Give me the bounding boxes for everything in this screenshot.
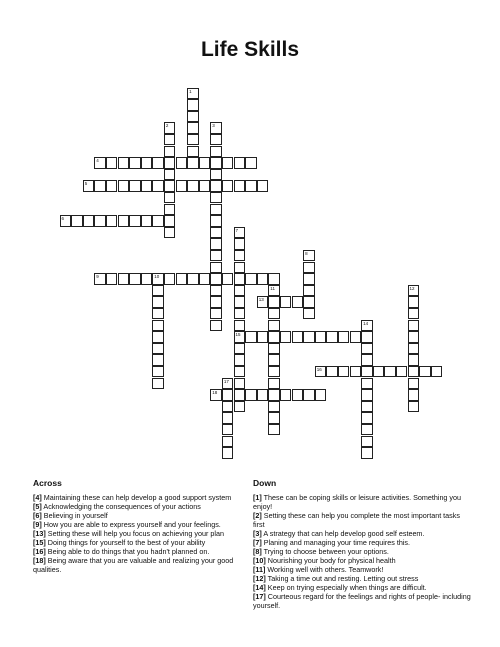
grid-cell[interactable] [152,378,164,390]
grid-cell[interactable] [187,111,199,123]
down-clue [253,529,471,538]
grid-cell[interactable] [164,227,176,239]
grid-cell[interactable] [210,285,222,297]
grid-cell[interactable] [268,273,280,285]
cell-number: 10 [154,274,160,280]
grid-cell[interactable] [164,146,176,158]
grid-cell[interactable] [83,215,95,227]
grid-cell[interactable] [210,262,222,274]
clue-number: [14] [253,583,266,592]
grid-cell[interactable] [326,331,338,343]
grid-cell[interactable] [176,180,188,192]
across-heading: Across [33,478,62,488]
grid-cell[interactable] [234,366,246,378]
clue-number: [11] [253,565,266,574]
grid-cell[interactable] [234,273,246,285]
grid-cell[interactable] [94,273,106,285]
down-clue [253,511,471,529]
cell-number: 8 [305,250,308,256]
cell-number: 15 [235,332,241,338]
clue-text: Nourishing your body for physical health [265,556,396,565]
grid-cell[interactable] [210,320,222,332]
grid-cell[interactable] [315,366,327,378]
grid-cell[interactable] [187,157,199,169]
cell-number: 16 [316,366,322,372]
clue-number: [3] [253,529,262,538]
grid-cell[interactable] [187,122,199,134]
grid-cell[interactable] [396,366,408,378]
down-clue [253,538,471,547]
grid-cell[interactable] [164,273,176,285]
grid-cell[interactable] [373,366,385,378]
grid-cell[interactable] [129,157,141,169]
grid-cell[interactable] [210,122,222,134]
grid-cell[interactable] [268,308,280,320]
clue-number: [18] [33,556,46,565]
grid-cell[interactable] [164,122,176,134]
grid-cell[interactable] [176,157,188,169]
grid-cell[interactable] [210,389,222,401]
grid-cell[interactable] [234,180,246,192]
clue-text: How you are able to express yourself and your feelings. [41,520,221,529]
grid-cell[interactable] [152,343,164,355]
grid-cell[interactable] [222,401,234,413]
cell-number: 5 [84,181,88,187]
cell-number: 11 [270,285,275,291]
clue-text: Setting these can help you complete the most important tasks first [253,511,460,529]
down-clue [253,493,471,511]
grid-cell[interactable] [234,401,246,413]
grid-cell[interactable] [94,180,106,192]
grid-cell[interactable] [408,366,420,378]
grid-cell[interactable] [408,354,420,366]
cell-number: 12 [409,285,415,291]
across-clue [33,502,248,511]
grid-cell[interactable] [303,285,315,297]
puzzle-title: Life Skills [200,38,300,61]
grid-cell[interactable] [268,343,280,355]
grid-cell[interactable] [210,146,222,158]
grid-cell[interactable] [361,412,373,424]
grid-cell[interactable] [234,227,246,239]
grid-cell[interactable] [303,262,315,274]
cell-number: 14 [363,320,369,326]
cell-number: 7 [235,227,239,233]
down-clues [253,479,471,610]
clue-number: [8] [253,547,262,556]
down-heading: Down [253,478,277,488]
grid-cell[interactable] [210,204,222,216]
grid-cell[interactable] [187,146,199,158]
grid-cell[interactable] [152,215,164,227]
grid-cell[interactable] [152,285,164,297]
grid-cell[interactable] [106,215,118,227]
grid-cell[interactable] [268,424,280,436]
grid-cell[interactable] [268,296,280,308]
grid-cell[interactable] [245,180,257,192]
grid-cell[interactable] [118,215,130,227]
grid-cell[interactable] [234,354,246,366]
grid-cell[interactable] [280,389,292,401]
cell-number: 9 [96,274,99,280]
grid-cell[interactable] [141,215,153,227]
down-clue [253,547,471,556]
grid-cell[interactable] [361,436,373,448]
clue-text: Being able to do things that you hadn't planned on. [45,547,210,556]
grid-cell[interactable] [106,180,118,192]
grid-cell[interactable] [408,343,420,355]
grid-cell[interactable] [361,424,373,436]
clue-number: [9] [33,520,42,529]
down-clue [253,565,471,574]
grid-cell[interactable] [431,366,443,378]
grid-cell[interactable] [222,273,234,285]
clue-text: Being aware that you are valuable and realizing your good qualities. [33,556,234,574]
grid-cell[interactable] [141,157,153,169]
grid-cell[interactable] [199,157,211,169]
grid-cell[interactable] [268,320,280,332]
grid-cell[interactable] [152,366,164,378]
grid-cell[interactable] [152,273,164,285]
grid-cell[interactable] [71,215,83,227]
grid-cell[interactable] [361,378,373,390]
grid-cell[interactable] [280,331,292,343]
grid-cell[interactable] [408,401,420,413]
grid-cell[interactable] [164,204,176,216]
grid-cell[interactable] [210,215,222,227]
grid-cell[interactable] [257,389,269,401]
grid-cell[interactable] [152,331,164,343]
grid-cell[interactable] [245,157,257,169]
grid-cell[interactable] [129,273,141,285]
grid-cell[interactable] [292,296,304,308]
grid-cell[interactable] [361,401,373,413]
down-clue [253,583,471,592]
grid-cell[interactable] [361,320,373,332]
cell-number: 4 [96,158,99,164]
clue-text: Courteous regard for the feelings and rights of people- including yourself. [253,592,471,610]
across-clues [33,479,248,574]
grid-cell[interactable] [222,389,234,401]
grid-cell[interactable] [361,447,373,459]
grid-cell[interactable] [350,366,362,378]
grid-cell[interactable] [210,296,222,308]
clue-number: [17] [253,592,266,601]
clue-text: Taking a time out and resting. Letting out stress [265,574,419,583]
across-clue [33,511,248,520]
grid-cell[interactable] [408,308,420,320]
grid-cell[interactable] [280,296,292,308]
grid-cell[interactable] [187,180,199,192]
grid-cell[interactable] [187,99,199,111]
grid-cell[interactable] [268,366,280,378]
grid-cell[interactable] [408,285,420,297]
grid-cell[interactable] [408,320,420,332]
grid-cell[interactable] [408,378,420,390]
grid-cell[interactable] [408,331,420,343]
grid-cell[interactable] [408,296,420,308]
grid-cell[interactable] [234,296,246,308]
grid-cell[interactable] [234,262,246,274]
grid-cell[interactable] [315,389,327,401]
grid-cell[interactable] [60,215,72,227]
grid-cell[interactable] [234,389,246,401]
clue-text: Maintaining these can help develop a good support system [41,493,232,502]
cell-number: 6 [61,216,65,222]
grid-cell[interactable] [152,180,164,192]
clue-number: [15] [33,538,46,547]
grid-cell[interactable] [164,215,176,227]
grid-cell[interactable] [303,250,315,262]
grid-cell[interactable] [234,331,246,343]
grid-cell[interactable] [164,157,176,169]
grid-cell[interactable] [164,134,176,146]
grid-cell[interactable] [152,296,164,308]
down-clue [253,574,471,583]
grid-cell[interactable] [141,180,153,192]
clue-text: A strategy that can help develop good self esteem. [261,529,425,538]
grid-cell[interactable] [268,378,280,390]
grid-cell[interactable] [268,354,280,366]
grid-cell[interactable] [199,273,211,285]
grid-cell[interactable] [222,424,234,436]
grid-cell[interactable] [234,320,246,332]
grid-cell[interactable] [234,157,246,169]
grid-cell[interactable] [268,331,280,343]
grid-cell[interactable] [245,331,257,343]
grid-cell[interactable] [94,157,106,169]
across-clue [33,547,248,556]
grid-cell[interactable] [292,389,304,401]
clue-number: [7] [253,538,262,547]
grid-cell[interactable] [129,215,141,227]
clue-text: These can be coping skills or leisure activities. Something you enjoy! [253,493,462,511]
grid-cell[interactable] [303,296,315,308]
grid-cell[interactable] [210,192,222,204]
grid-cell[interactable] [164,192,176,204]
grid-cell[interactable] [268,412,280,424]
grid-cell[interactable] [106,273,118,285]
grid-cell[interactable] [210,134,222,146]
clue-number: [4] [33,493,42,502]
cell-number: 17 [223,378,229,384]
cell-number: 2 [165,123,169,129]
clue-number: [12] [253,574,266,583]
grid-cell[interactable] [210,238,222,250]
grid-cell[interactable] [245,273,257,285]
grid-cell[interactable] [361,354,373,366]
grid-cell[interactable] [222,436,234,448]
grid-cell[interactable] [222,180,234,192]
grid-cell[interactable] [152,308,164,320]
grid-cell[interactable] [210,227,222,239]
grid-cell[interactable] [303,389,315,401]
clue-number: [6] [33,511,42,520]
grid-cell[interactable] [222,378,234,390]
grid-cell[interactable] [257,180,269,192]
clue-number: [1] [253,493,262,502]
grid-cell[interactable] [245,389,257,401]
grid-cell[interactable] [361,331,373,343]
clue-text: Working well with others. Teamwork! [265,565,384,574]
grid-cell[interactable] [303,273,315,285]
grid-cell[interactable] [176,273,188,285]
grid-cell[interactable] [234,308,246,320]
grid-cell[interactable] [268,401,280,413]
grid-cell[interactable] [152,320,164,332]
grid-cell[interactable] [419,366,431,378]
grid-cell[interactable] [164,180,176,192]
clue-number: [16] [33,547,46,556]
clue-text: Doing things for yourself to the best of your ability [45,538,206,547]
grid-cell[interactable] [361,366,373,378]
clue-text: Acknowledging the consequences of your actions [41,502,201,511]
grid-cell[interactable] [83,180,95,192]
grid-cell[interactable] [210,169,222,181]
across-clue [33,538,248,547]
grid-cell[interactable] [234,250,246,262]
clue-text: Keep on trying especially when things are difficult. [265,583,427,592]
cell-number: 3 [212,123,215,129]
grid-cell[interactable] [338,331,350,343]
grid-cell[interactable] [118,180,130,192]
grid-cell[interactable] [118,157,130,169]
grid-cell[interactable] [187,88,199,100]
clue-number: [10] [253,556,266,565]
grid-cell[interactable] [234,378,246,390]
grid-cell[interactable] [152,354,164,366]
grid-cell[interactable] [187,273,199,285]
grid-cell[interactable] [222,412,234,424]
grid-cell[interactable] [222,447,234,459]
grid-cell[interactable] [187,134,199,146]
grid-cell[interactable] [384,366,396,378]
grid-cell[interactable] [118,273,130,285]
clue-text: Planing and managing your time requires this. [261,538,411,547]
across-clue [33,556,248,574]
grid-cell[interactable] [408,389,420,401]
grid-cell[interactable] [129,180,141,192]
grid-cell[interactable] [164,169,176,181]
grid-cell[interactable] [315,331,327,343]
grid-cell[interactable] [210,180,222,192]
down-clue [253,556,471,565]
grid-cell[interactable] [268,285,280,297]
grid-cell[interactable] [106,157,118,169]
grid-cell[interactable] [361,343,373,355]
grid-cell[interactable] [210,250,222,262]
grid-cell[interactable] [234,343,246,355]
grid-cell[interactable] [210,273,222,285]
grid-cell[interactable] [199,180,211,192]
grid-cell[interactable] [326,366,338,378]
grid-cell[interactable] [210,157,222,169]
grid-cell[interactable] [234,238,246,250]
grid-cell[interactable] [292,331,304,343]
across-clue [33,520,248,529]
clue-text: Setting these will help you focus on achieving your plan [45,529,224,538]
grid-cell[interactable] [350,331,362,343]
grid-cell[interactable] [257,331,269,343]
grid-cell[interactable] [152,157,164,169]
clue-number: [13] [33,529,46,538]
clue-text: Believing in yourself [41,511,108,520]
clue-number: [5] [33,502,42,511]
grid-cell[interactable] [222,157,234,169]
clue-text: Trying to choose between your options. [261,547,389,556]
cell-number: 1 [189,88,192,94]
clue-number: [2] [253,511,262,520]
grid-cell[interactable] [268,389,280,401]
grid-cell[interactable] [257,273,269,285]
grid-cell[interactable] [361,389,373,401]
grid-cell[interactable] [338,366,350,378]
grid-cell[interactable] [303,308,315,320]
grid-cell[interactable] [234,285,246,297]
grid-cell[interactable] [303,331,315,343]
grid-cell[interactable] [210,308,222,320]
down-clue [253,592,471,610]
grid-cell[interactable] [257,296,269,308]
grid-cell[interactable] [94,215,106,227]
cell-number: 13 [258,297,264,303]
across-clue [33,529,248,538]
cell-number: 18 [212,390,218,396]
grid-cell[interactable] [141,273,153,285]
across-clue [33,493,248,502]
